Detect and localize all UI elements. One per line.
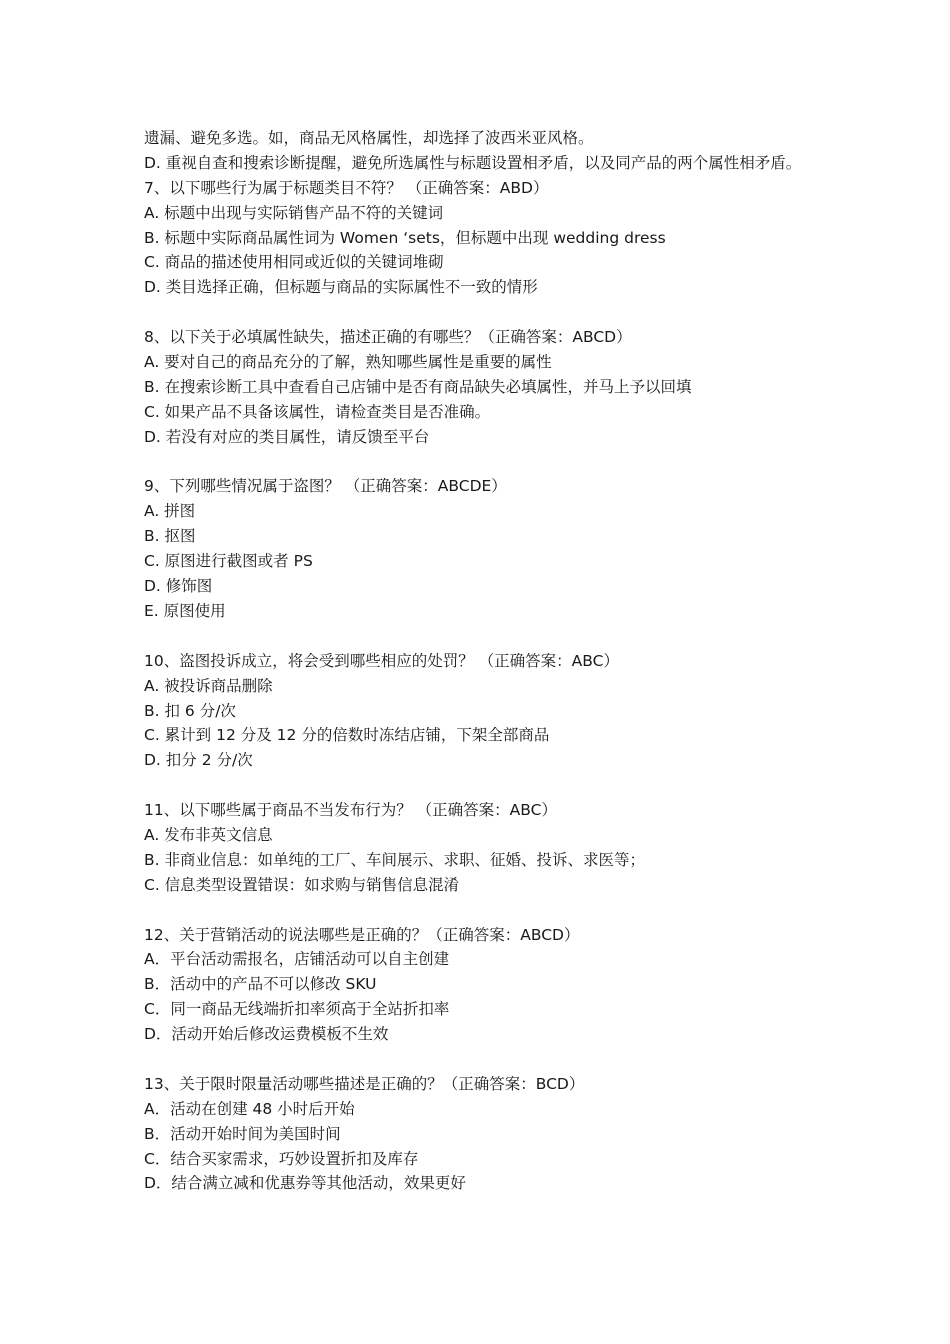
option: B. 抠图 bbox=[144, 527, 196, 546]
document-page bbox=[144, 126, 824, 1196]
option: C．同一商品无线端折扣率须高于全站折扣率 bbox=[144, 1000, 450, 1019]
option: A. 被投诉商品删除 bbox=[144, 676, 273, 695]
option: A. 标题中出现与实际销售产品不符的关键词 bbox=[144, 203, 444, 222]
spacer bbox=[144, 773, 824, 798]
question-title: 8、以下关于必填属性缺失，描述正确的有哪些？（正确答案：ABCD） bbox=[144, 328, 632, 347]
spacer bbox=[144, 300, 824, 325]
spacer bbox=[144, 1047, 824, 1072]
option: C．结合买家需求，巧妙设置折扣及库存 bbox=[144, 1149, 419, 1168]
question-title: 9、下列哪些情况属于盗图？ （正确答案：ABCDE） bbox=[144, 477, 507, 496]
option: B. 在搜索诊断工具中查看自己店铺中是否有商品缺失必填属性，并马上予以回填 bbox=[144, 377, 692, 396]
option: B. 扣 6 分/次 bbox=[144, 701, 236, 720]
option: C. 商品的描述使用相同或近似的关键词堆砌 bbox=[144, 253, 444, 272]
option: B．活动中的产品不可以修改 SKU bbox=[144, 975, 377, 994]
option: A. 要对自己的商品充分的了解，熟知哪些属性是重要的属性 bbox=[144, 353, 552, 372]
option: A. 发布非英文信息 bbox=[144, 825, 273, 844]
option: C. 信息类型设置错误：如求购与销售信息混淆 bbox=[144, 875, 460, 894]
question-title: 7、以下哪些行为属于标题类目不符？ （正确答案：ABD） bbox=[144, 178, 549, 197]
option: D．结合满立减和优惠券等其他活动，效果更好 bbox=[144, 1174, 466, 1193]
lead-line: 遗漏、避免多选。如，商品无风格属性，却选择了波西米亚风格。 bbox=[144, 129, 594, 147]
option: D. 类目选择正确，但标题与商品的实际属性不一致的情形 bbox=[144, 278, 538, 297]
question-title: 10、盗图投诉成立，将会受到哪些相应的处罚？ （正确答案：ABC） bbox=[144, 651, 619, 670]
option: D. 扣分 2 分/次 bbox=[144, 751, 253, 770]
option: D. 若没有对应的类目属性，请反馈至平台 bbox=[144, 427, 430, 446]
option: A．平台活动需报名，店铺活动可以自主创建 bbox=[144, 950, 450, 969]
option: A．活动在创建 48 小时后开始 bbox=[144, 1099, 355, 1118]
spacer bbox=[144, 624, 824, 649]
option: B. 非商业信息：如单纯的工厂、车间展示、求职、征婚、投诉、求医等； bbox=[144, 850, 645, 869]
option: C. 如果产品不具备该属性，请检查类目是否准确。 bbox=[144, 402, 491, 421]
option: D. 修饰图 bbox=[144, 577, 213, 596]
option: A. 拼图 bbox=[144, 502, 196, 521]
option: E. 原图使用 bbox=[144, 601, 226, 620]
question-title: 13、关于限时限量活动哪些描述是正确的？（正确答案：BCD） bbox=[144, 1074, 585, 1093]
question-title: 12、关于营销活动的说法哪些是正确的？（正确答案：ABCD） bbox=[144, 925, 580, 944]
option: B. 标题中实际商品属性词为 Women ‘sets，但标题中出现 wedding dress bbox=[144, 228, 666, 247]
option: C. 原图进行截图或者 PS bbox=[144, 552, 313, 571]
option: B．活动开始时间为美国时间 bbox=[144, 1124, 341, 1143]
option: D．活动开始后修改运费模板不生效 bbox=[144, 1025, 389, 1044]
lead-line: D. 重视自查和搜索诊断提醒，避免所选属性与标题设置相矛盾，以及同产品的两个属性相矛盾。 bbox=[144, 153, 802, 172]
question-title: 11、以下哪些属于商品不当发布行为？ （正确答案：ABC） bbox=[144, 801, 557, 820]
spacer bbox=[144, 450, 824, 475]
spacer bbox=[144, 898, 824, 923]
option: C. 累计到 12 分及 12 分的倍数时冻结店铺，下架全部商品 bbox=[144, 726, 550, 745]
